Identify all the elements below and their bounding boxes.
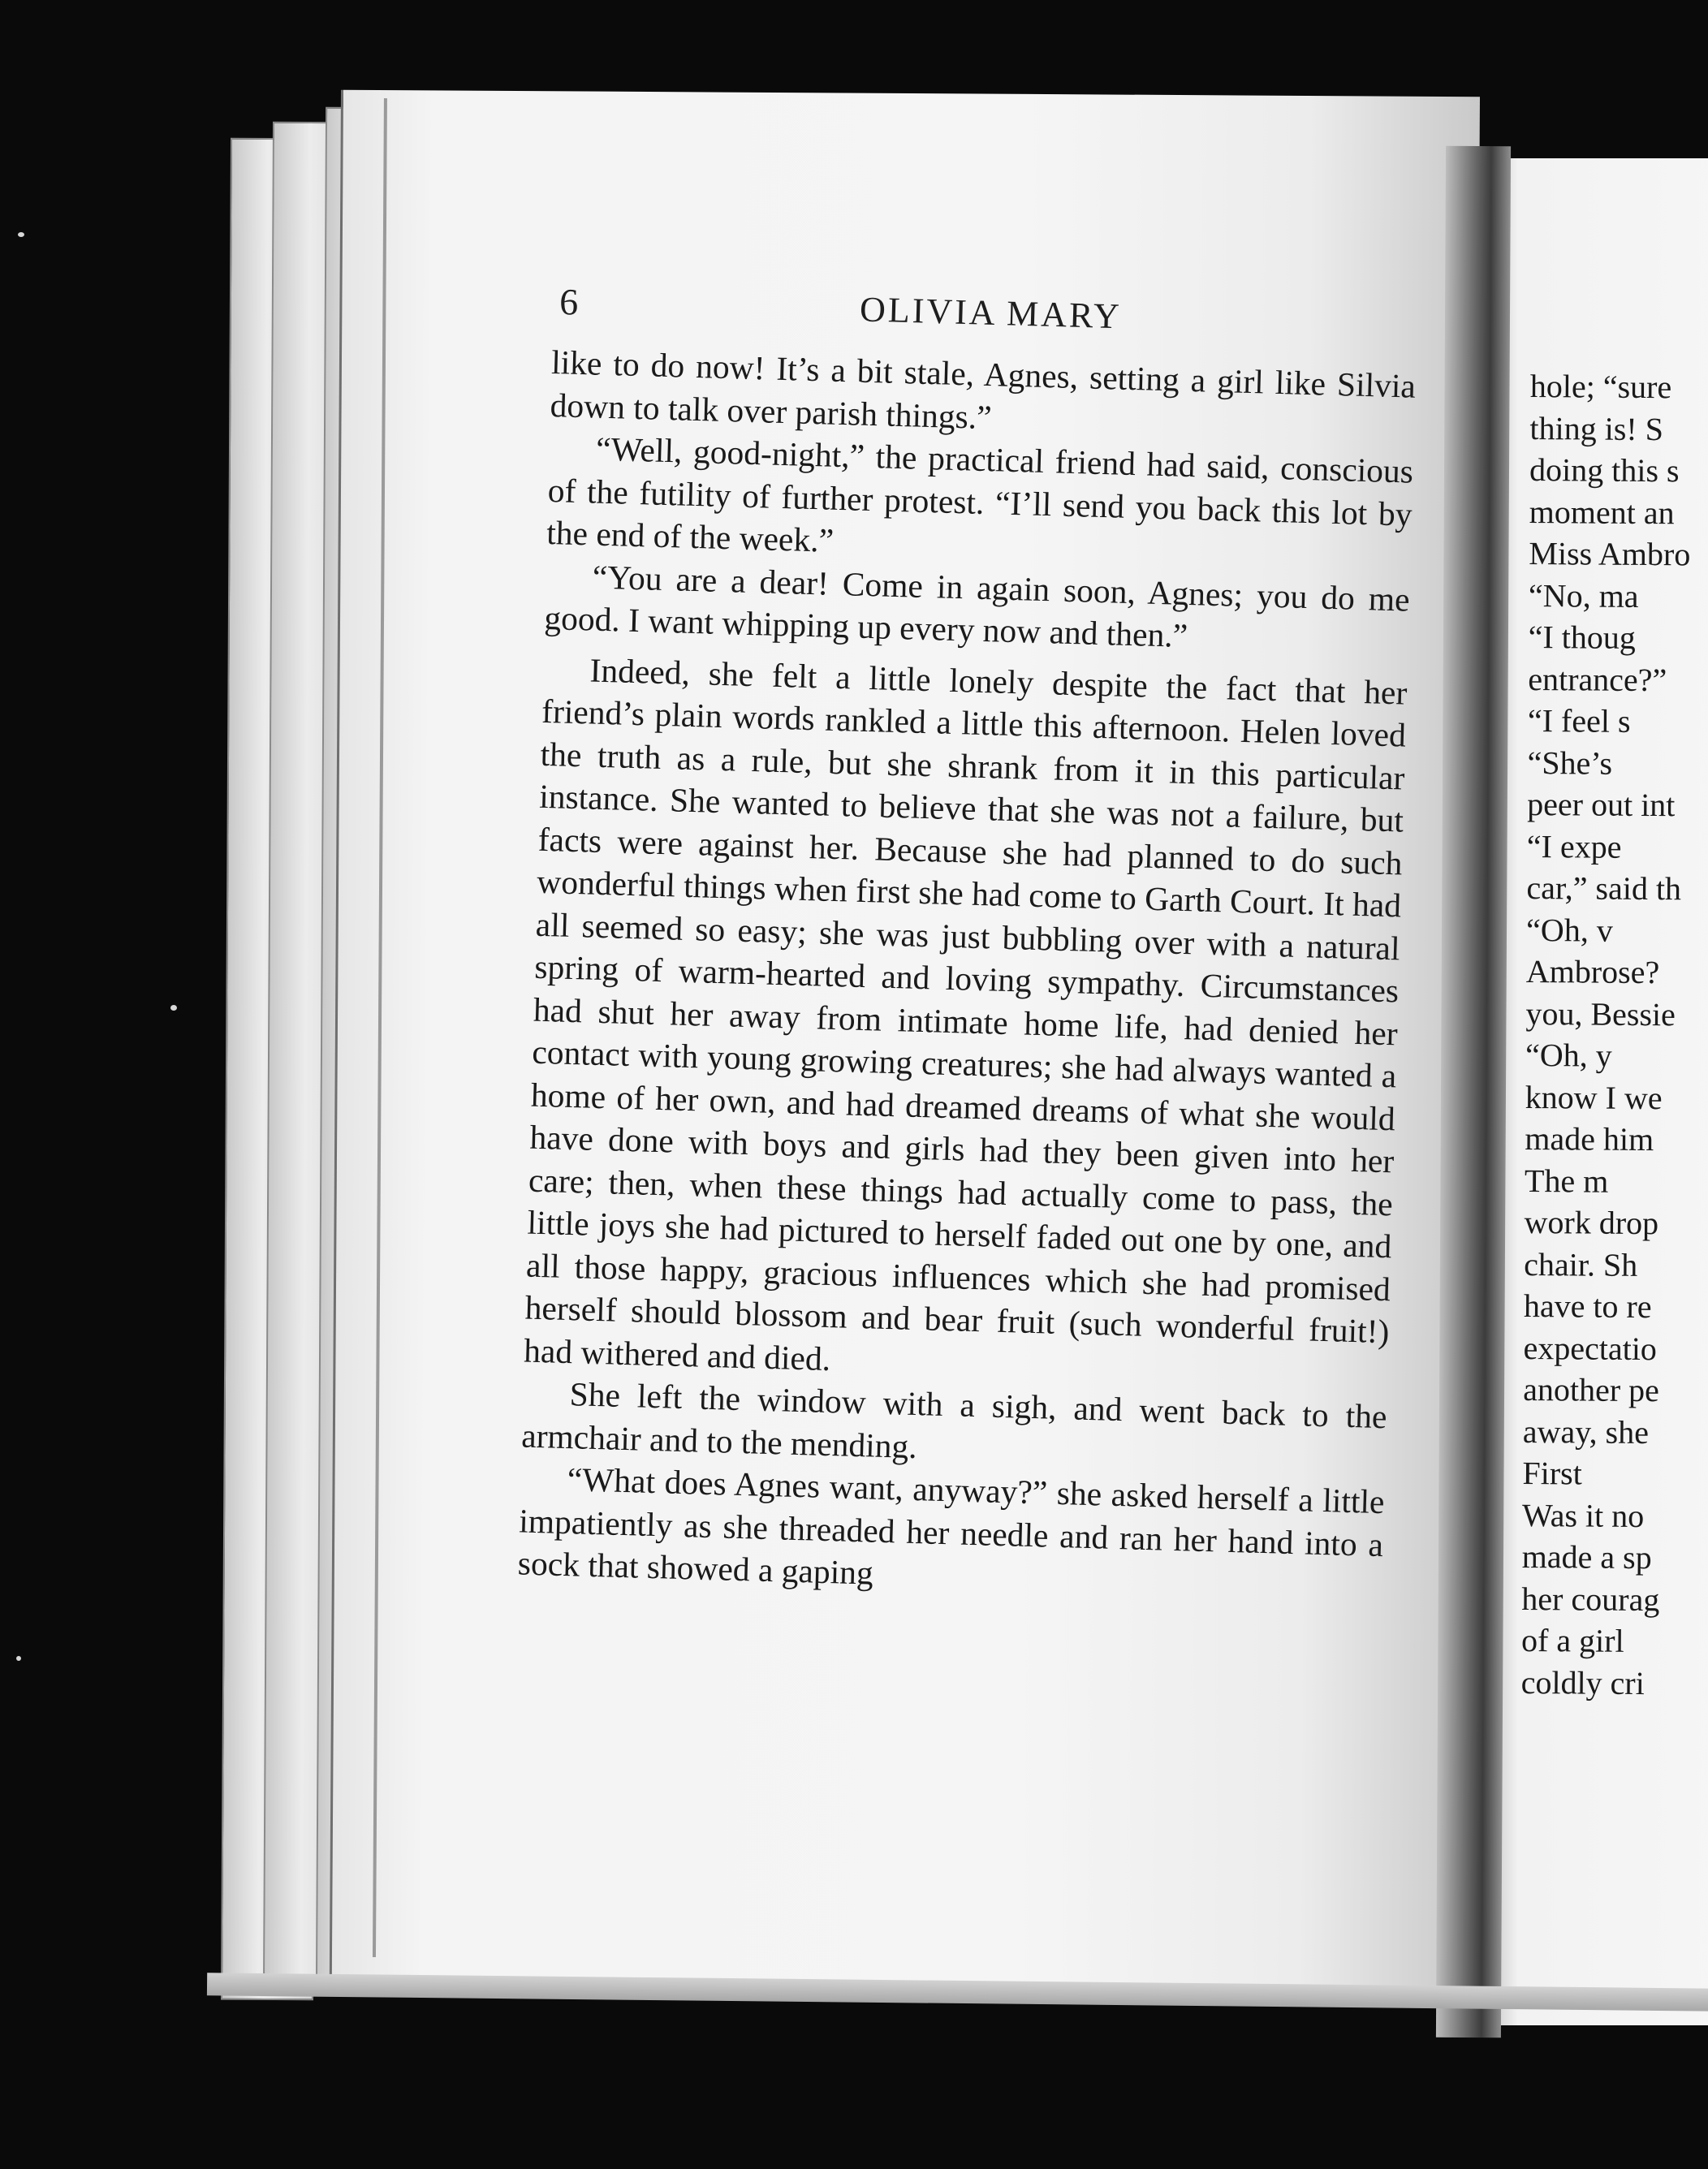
text-line: expectatio bbox=[1523, 1329, 1658, 1367]
text-line: “I expe bbox=[1526, 827, 1622, 865]
text-line: “She’s bbox=[1527, 744, 1613, 782]
text-line: chair. Sh bbox=[1524, 1245, 1638, 1283]
text-line: “Oh, v bbox=[1525, 911, 1613, 949]
text-line: thing is! S bbox=[1529, 409, 1664, 447]
text-line: away, she bbox=[1522, 1412, 1650, 1451]
text-line: Was it no bbox=[1521, 1496, 1645, 1534]
page-number: 6 bbox=[559, 280, 579, 323]
paragraph: She left the window with a sigh, and went back to the armchair and to the mending. bbox=[520, 1375, 1388, 1465]
left-page-body bbox=[517, 341, 1416, 1609]
dust-speck bbox=[18, 232, 24, 237]
text-line: another pe bbox=[1523, 1370, 1660, 1409]
text-line: hole; “sure bbox=[1529, 367, 1672, 406]
text-line: of a girl bbox=[1520, 1621, 1624, 1659]
text-line: doing this s bbox=[1529, 451, 1680, 489]
text-line: “I feel s bbox=[1527, 701, 1631, 740]
paragraph: like to do now! It’s a bit stale, Agnes, setting a girl like Silvia down to talk over parish things.” bbox=[550, 343, 1417, 436]
paragraph: “Well, good-night,” the practical friend had said, conscious of the futility of further protest. “I’ll send you back this lot by the end of the week.” bbox=[546, 429, 1414, 559]
text-line: “I thoug bbox=[1528, 618, 1637, 656]
page-title: OLIVIA MARY bbox=[859, 289, 1123, 337]
text-line: The m bbox=[1524, 1162, 1609, 1200]
text-line: entrance?” bbox=[1528, 660, 1667, 698]
text-line: coldly cri bbox=[1520, 1663, 1645, 1701]
text-line: made him bbox=[1525, 1119, 1654, 1158]
text-line: you, Bessie bbox=[1525, 994, 1676, 1033]
dust-speck bbox=[170, 1005, 177, 1011]
right-page-body bbox=[1520, 365, 1708, 1705]
text-line: work drop bbox=[1524, 1203, 1659, 1242]
right-page-text-area bbox=[1494, 158, 1708, 2025]
text-line: her courag bbox=[1521, 1580, 1660, 1618]
text-line: Ambrose? bbox=[1525, 952, 1660, 991]
text-line: “No, ma bbox=[1528, 576, 1639, 614]
text-line: know I we bbox=[1525, 1078, 1663, 1116]
text-line: have to re bbox=[1523, 1287, 1652, 1326]
text-line: car,” said th bbox=[1526, 869, 1682, 908]
text-line: made a sp bbox=[1521, 1537, 1652, 1576]
text-line: moment an bbox=[1529, 493, 1675, 531]
dust-speck bbox=[16, 1656, 21, 1661]
paragraph: “What does Agnes want, anyway?” she asked herself a little impatiently as she threaded her needle and ran her hand into a sock that showed a gaping bbox=[517, 1460, 1386, 1592]
text-line: “Oh, y bbox=[1525, 1036, 1612, 1074]
text-line: Miss Ambro bbox=[1529, 534, 1691, 573]
text-line: First bbox=[1522, 1454, 1582, 1492]
paragraph: “You are a dear! Come in again soon, Agnes; you do me good. I want whipping up every now and then.” bbox=[543, 558, 1411, 654]
paragraph: Indeed, she felt a little lonely despite the fact that her friend’s plain words rankled a little this afternoon. Helen loved the truth as a rule, but she shrank from it in this particular instance. She wanted to believe that she was not a failure, but facts were against her. Because she had planned to do such wonderful things when first she had come to Garth Court. It had all seemed so easy; she was just bubbling over with a natural spring of warm-hearted and loving sympathy. Circumstances had shut her away from intimate home life, had denied her contact with young growing creatures; she had always wanted a home of her own, and had dreamed dreams of what she would have done with boys and girls had they been given into her care; then, when these things had actually come to pass, the little joys she had pictured to herself faded out one by one, and all those happy, gracious influences which she had promised herself should blossom and bear fruit (such wonderful fruit!) had withered and died. bbox=[523, 650, 1408, 1378]
page-inner-rule bbox=[373, 98, 387, 1957]
text-line: peer out int bbox=[1527, 785, 1676, 824]
